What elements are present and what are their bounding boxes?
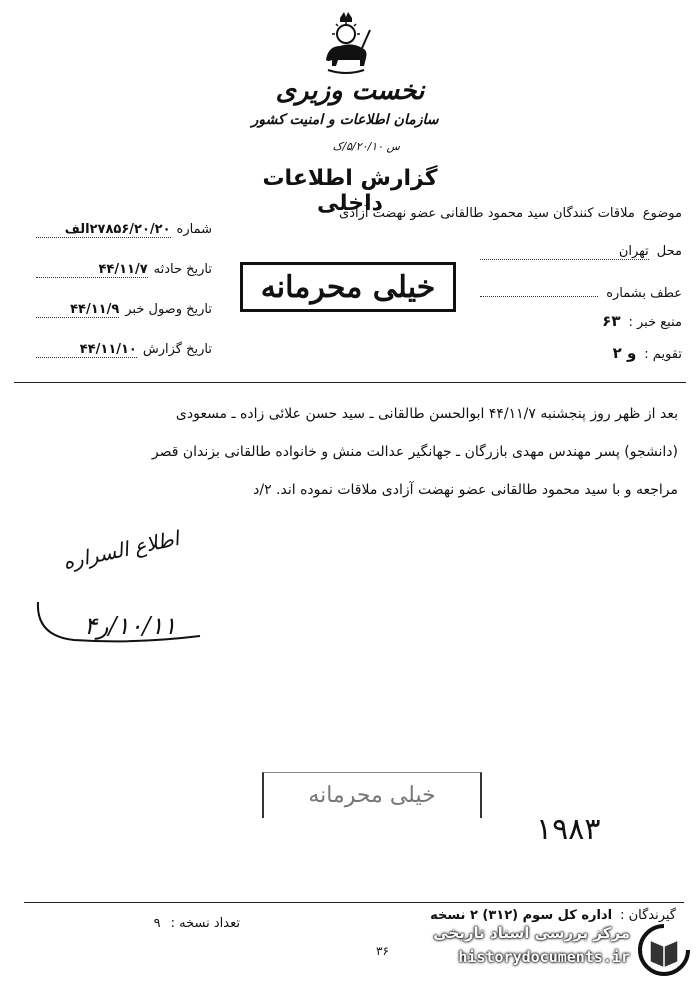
number-label: شماره [176,222,212,237]
watermark-title: مرکز بررسی اسناد تاریخی [433,924,630,942]
reference-field [480,282,682,301]
footer-code: ۳۶ [376,944,389,958]
handwritten-bracket-icon [34,596,204,646]
receipt-date-label: تاریخ وصول خبر [125,302,212,317]
copies-field [90,916,240,931]
handwritten-date: ۱۰/۱۱/ر۴ [84,612,177,640]
archive-number: ۱۹۸۳ [536,812,601,847]
subject-field [250,206,682,221]
body-line-3: مراجعه و با سید محمود طالقانی عضو نهضت آزادی ملاقات نموده اند. ۲/د [253,482,678,498]
copies-label: تعداد نسخه : [170,916,240,931]
place-value: تهران [480,244,649,260]
watermark-url: historydocuments.ir [458,948,630,966]
evaluation-value: و ۲ [612,344,637,362]
report-date-field [36,342,212,358]
body-line-2: (دانشجو) پسر مهندس مهدی بازرگان ـ جهانگیر عدالت منش و خانواده طالقانی بزندان قصر [151,444,678,460]
classification-stamp: خیلی محرمانه [240,262,456,312]
organization-name: نخست وزیری [275,76,425,106]
report-title: گزارش اطلاعات داخلی [262,166,438,216]
number-field [36,222,212,238]
source-field [480,312,682,330]
body-line-1: بعد از ظهر روز پنجشنبه ۴۴/۱۱/۷ ابوالحسن طالقانی ـ سید حسن علائی زاده ـ مسعودی [175,406,678,422]
subject-label: موضوع [642,206,682,221]
recipients-label: گیرندگان : [620,908,676,923]
recipients-value: اداره کل سوم (۳۱۲) ۲ نسخه [430,908,613,923]
lion-and-sun-emblem-icon [318,8,374,78]
copies-value: ۹ [153,916,161,931]
report-date-value: ۴۴/۱۱/۱۰ [36,342,137,358]
source-value: ۶۳ [602,312,621,330]
place-label: محل [656,244,682,259]
header-divider [14,382,686,383]
reference-label: عطف بشماره [606,286,682,301]
incident-date-label: تاریخ حادثه [153,262,212,277]
report-date-label: تاریخ گزارش [142,342,212,357]
footer-divider [24,902,684,903]
evaluation-field [480,344,682,362]
bottom-classification-stamp: خیلی محرمانه [262,772,482,818]
number-value: ۲۷۸۵۶/۲۰/۲۰الف [36,222,171,238]
organization-reference: س ۵/۲۰/۱۰/ک [332,140,400,153]
subject-value: ملاقات کنندگان سید محمود طالقانی عضو نهضت آزادی [339,206,635,221]
evaluation-label: تقویم : [644,347,682,362]
receipt-date-field [36,302,212,318]
incident-date-value: ۴۴/۱۱/۷ [36,262,148,278]
reference-value-blank [480,282,598,297]
receipt-date-value: ۴۴/۱۱/۹ [36,302,119,318]
place-field [480,244,682,260]
watermark [420,920,696,978]
incident-date-field [36,262,212,278]
source-label: منبع خبر : [628,315,682,330]
archive-book-logo-icon [636,922,692,976]
organization-subname: سازمان اطلاعات و امنیت کشور [251,112,439,128]
handwritten-note: اطلاع السراره [60,526,182,574]
